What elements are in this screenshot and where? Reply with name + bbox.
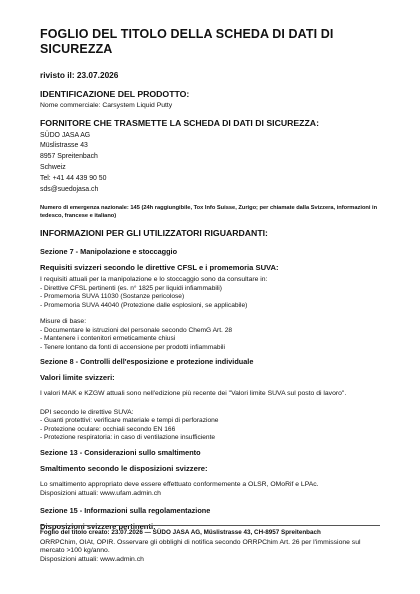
supplier-email: sds@suedojasa.ch xyxy=(40,185,99,193)
supplier-city: 8957 Spreitenbach xyxy=(40,153,98,161)
section-13-subheading: Smaltimento secondo le disposizioni svizzere: xyxy=(40,464,208,474)
supplier-name: SÜDO JASA AG xyxy=(40,131,91,139)
section-7-list xyxy=(40,285,380,310)
section-15-heading: Sezione 15 - Informazioni sulla regolamentazione xyxy=(40,505,211,515)
footer-divider xyxy=(40,525,380,526)
section-7-intro: I requisiti attuali per la manipolazione e lo stoccaggio sono da consultare in: xyxy=(40,276,268,284)
emergency-number: Numero di emergenza nazionale: 145 (24h raggiungibile, Tox Info Suisse, Zurigo; per chiamate dalla Svizzera, informazioni in tedesco, francese e italiano) xyxy=(40,205,378,220)
supplier-phone: Tel: +41 44 439 90 50 xyxy=(40,174,107,182)
list-item: - Protezione respiratoria: in caso di ventilazione insufficiente xyxy=(40,434,216,441)
supplier-heading: FORNITORE CHE TRASMETTE LA SCHEDA DI DATI DI SICUREZZA: xyxy=(40,117,319,128)
ppe-heading: DPI secondo le direttive SUVA: xyxy=(40,408,134,416)
list-item: - Tenere lontano da fonti di accensione per prodotti infiammabili xyxy=(40,343,225,351)
section-8-heading: Sezione 8 - Controlli dell'esposizione e protezione individuale xyxy=(40,357,254,366)
section-15-link: Disposizioni attuali: www.admin.ch xyxy=(40,555,144,563)
basic-measures-list xyxy=(40,327,380,352)
list-item: - Guanti protettivi: verificare materiale e tempi di perforazione xyxy=(40,417,219,425)
section-7-heading: Sezione 7 - Manipolazione e stoccaggio xyxy=(40,247,178,257)
list-item: - Documentare le istruzioni del personale secondo ChemG Art. 28 xyxy=(40,326,233,334)
supplier-country: Schweiz xyxy=(40,163,66,171)
swiss-info-heading: INFORMAZIONI PER GLI UTILIZZATORI RIGUARDANTI: xyxy=(40,228,268,239)
section-8-subheading: Valori limite svizzeri: xyxy=(40,373,115,382)
list-item: - Promemoria SUVA 44040 (Protezione dalle esplosioni, se applicabile) xyxy=(40,301,248,309)
section-13-link: Disposizioni attuali: www.ufam.admin.ch xyxy=(40,490,161,497)
basic-measures-heading: Misure di base: xyxy=(40,318,87,326)
trade-name: Nome commerciale: Carsystem Liquid Putty xyxy=(40,102,173,109)
page-title: FOGLIO DEL TITOLO DELLA SCHEDA DI DATI DI SICUREZZA xyxy=(40,27,334,56)
list-item: - Promemoria SUVA 11030 (Sostanze pericolose) xyxy=(40,293,185,301)
section-7-subheading: Requisiti svizzeri secondo le direttive CFSL e i promemoria SUVA: xyxy=(40,263,279,273)
footer-text: Foglio del titolo creato: 23.07.2026 — SÜDO JASA AG, Müslistrasse 43, CH-8957 Spreitenbach xyxy=(40,529,321,536)
list-item: - Protezione oculare: occhiali secondo EN 166 xyxy=(40,425,176,433)
list-item: - Mantenere i contenitori ermeticamente chiusi xyxy=(40,335,176,343)
section-15-text: ORRPChim, OIAt, OPIR. Osservare gli obblighi di notifica secondo ORRPChim Art. 26 per l'immissione sul mercato >100 kg/anno. xyxy=(40,538,361,555)
section-13-text: Lo smaltimento appropriato deve essere effettuato conformemente a OLSR, OMoRif e LPAc. xyxy=(40,481,319,489)
supplier-address xyxy=(40,131,380,196)
ppe-list xyxy=(40,417,380,442)
list-item: - Direttive CFSL pertinenti (es. n° 1825 per liquidi infiammabili) xyxy=(40,284,222,292)
supplier-street: Müslistrasse 43 xyxy=(40,142,88,150)
revision-date: rivisto il: 23.07.2026 xyxy=(40,70,119,80)
section-13-heading: Sezione 13 - Considerazioni sullo smaltimento xyxy=(40,448,201,458)
section-8-text: I valori MAK e KZGW attuali sono nell'edizione più recente dei "Valori limite SUVA sul posto di lavoro". xyxy=(40,390,347,397)
section-15-subheading: Disposizioni svizzere pertinenti: xyxy=(40,521,156,531)
product-heading: IDENTIFICAZIONE DEL PRODOTTO: xyxy=(40,89,190,99)
